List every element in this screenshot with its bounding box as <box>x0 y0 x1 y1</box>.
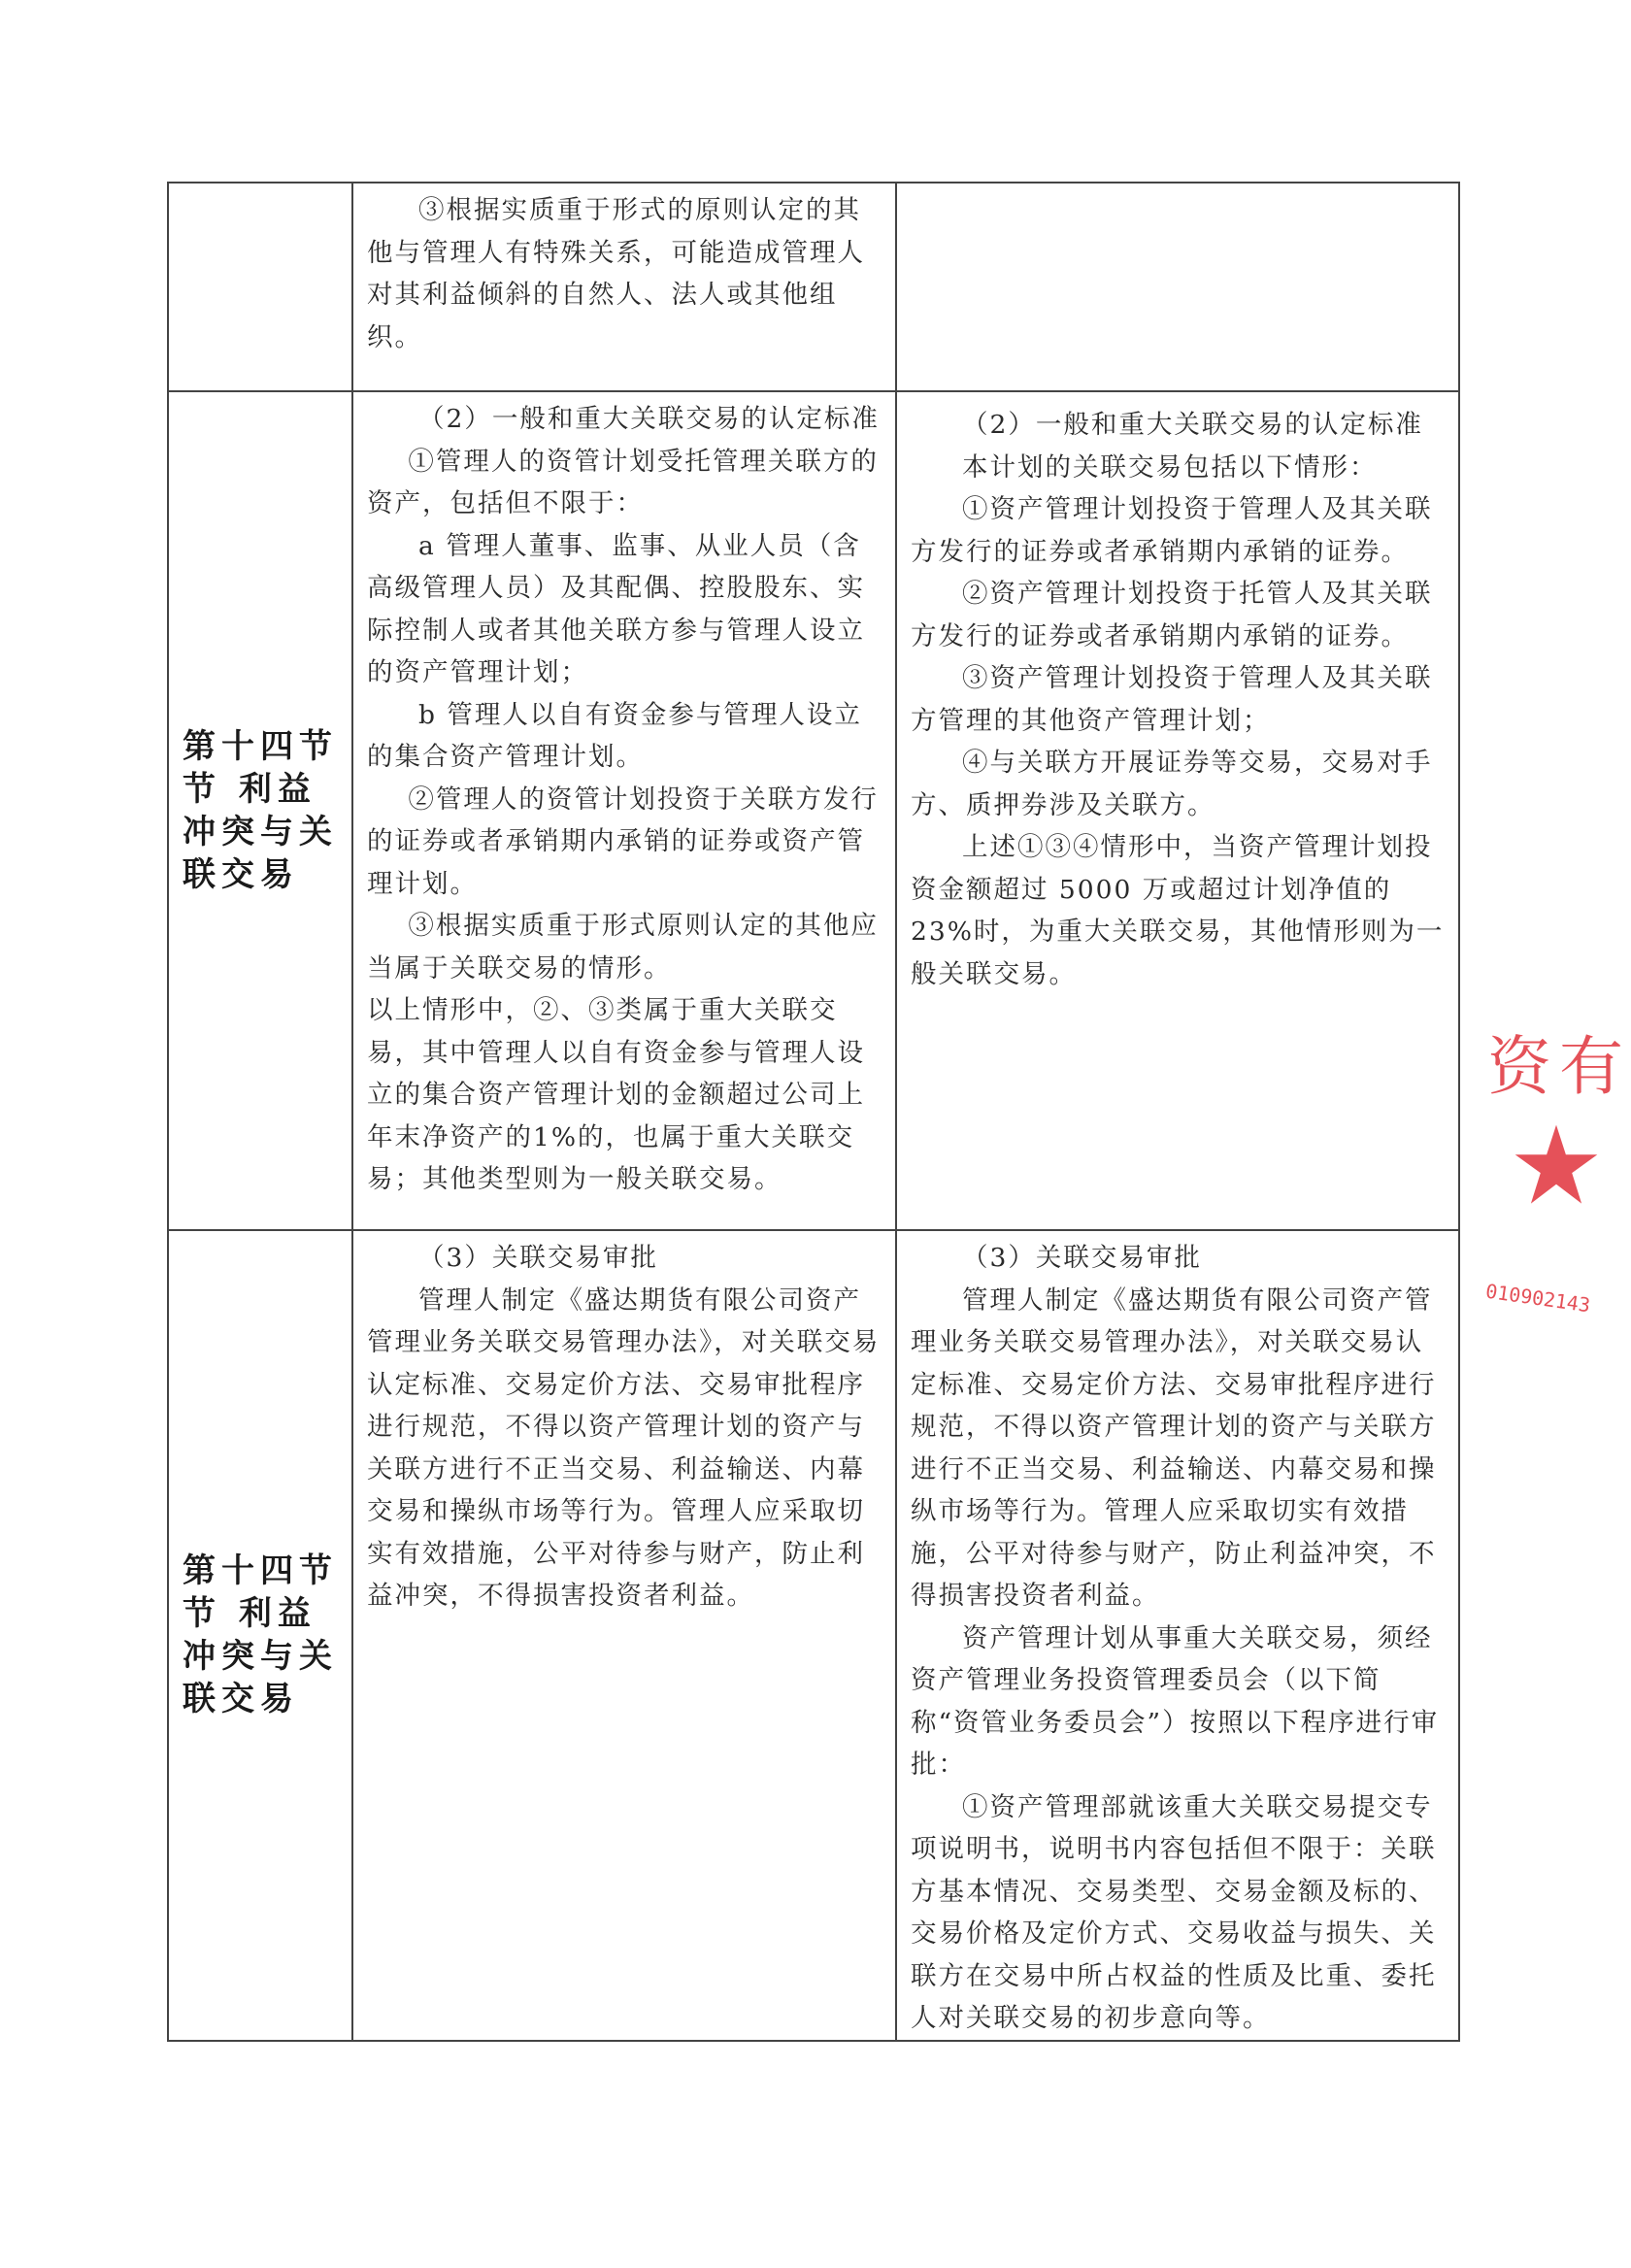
paragraph: ①资产管理计划投资于管理人及其关联方发行的证券或者承销期内承销的证券。 <box>911 494 1433 567</box>
original-text-cell <box>352 1230 896 2041</box>
paragraph: ①管理人的资管计划受托管理关联方的资产，包括但不限于： <box>367 446 879 518</box>
paragraph: 管理人制定《盛达期货有限公司资产管理业务关联交易管理办法》，对关联交易认定标准、交易定价方法、交易审批程序进行规范，不得以资产管理计划的资产与关联方进行不正当交易、利益输送、内幕交易和操纵市场等行为。管理人应采取切实有效措施，公平对待参与财产，防止利益冲突，不得损害投资者利益。 <box>367 1284 881 1611</box>
paragraph: ②资产管理计划投资于托管人及其关联方发行的证券或者承销期内承销的证券。 <box>911 579 1433 651</box>
paragraph: ①资产管理部就该重大关联交易提交专项说明书，说明书内容包括但不限于：关联方基本情况、交易类型、交易金额及标的、交易价格及定价方式、交易收益与损失、关联方在交易中所占权益的性质及比重、委托人对关联交易的初步意向等。 <box>911 1791 1437 2033</box>
table-row <box>168 391 1459 1230</box>
seal-number: 010902143 <box>1483 1279 1592 1317</box>
original-text-cell <box>352 391 896 1230</box>
table-row <box>168 183 1459 391</box>
table-row <box>168 1230 1459 2041</box>
star-icon <box>1513 1121 1600 1209</box>
paragraph: b 管理人以自有资金参与管理人设立的集合资产管理计划。 <box>367 699 862 772</box>
seal-text: 资有 <box>1487 1029 1631 1104</box>
paragraph: （2）一般和重大关联交易的认定标准 <box>962 410 1423 440</box>
section-cell <box>168 1230 352 2041</box>
paragraph: ④与关联方开展证券等交易，交易对手方、质押券涉及关联方。 <box>911 748 1433 820</box>
section-cell <box>168 183 352 391</box>
paragraph: （2）一般和重大关联交易的认定标准 <box>418 404 880 434</box>
revised-text-cell <box>896 391 1459 1230</box>
paragraph: （3）关联交易审批 <box>418 1243 658 1273</box>
paragraph: 资产管理计划从事重大关联交易，须经资产管理业务投资管理委员会（以下简称“资管业务委员会”）按照以下程序进行审批： <box>911 1622 1440 1780</box>
company-seal <box>1474 995 1631 1325</box>
paragraph: ③根据实质重于形式原则认定的其他应当属于关联交易的情形。 <box>367 911 879 984</box>
section-cell <box>168 391 352 1230</box>
section-title: 第十四节 节 利益冲突与关联交易 <box>183 727 338 894</box>
section-title: 第十四节 节 利益冲突与关联交易 <box>183 1551 338 1719</box>
paragraph: ③根据实质重于形式的原则认定的其他与管理人有特殊关系，可能造成管理人对其利益倾斜的自然人、法人或其他组织。 <box>367 195 865 352</box>
paragraph: ③资产管理计划投资于管理人及其关联方管理的其他资产管理计划； <box>911 663 1433 736</box>
paragraph: ②管理人的资管计划投资于关联方发行的证券或者承销期内承销的证券或资产管理计划。 <box>367 784 879 899</box>
paragraph: （3）关联交易审批 <box>962 1243 1202 1273</box>
comparison-table <box>167 182 1460 2042</box>
paragraph: 本计划的关联交易包括以下情形： <box>962 451 1378 483</box>
paragraph: a 管理人董事、监事、从业人员（含高级管理人员）及其配偶、控股股东、实际控制人或者其他关联方参与管理人设立的资产管理计划； <box>367 530 865 687</box>
paragraph: 上述①③④情形中，当资产管理计划投资金额超过 5000 万或超过计划净值的23%时，为重大关联交易，其他情形则为一般关联交易。 <box>911 832 1445 989</box>
paragraph: 以上情形中，②、③类属于重大关联交易，其中管理人以自有资金参与管理人设立的集合资产管理计划的金额超过公司上年末净资产的1%的，也属于重大关联交易；其他类型则为一般关联交易。 <box>367 995 865 1194</box>
revised-text-cell <box>896 1230 1459 2041</box>
revised-text-cell <box>896 183 1459 391</box>
paragraph: 管理人制定《盛达期货有限公司资产管理业务关联交易管理办法》，对关联交易认定标准、交易定价方法、交易审批程序进行规范，不得以资产管理计划的资产与关联方进行不正当交易、利益输送、内幕交易和操纵市场等行为。管理人应采取切实有效措施，公平对待参与财产，防止利益冲突，不得损害投资者利益。 <box>911 1284 1437 1611</box>
original-text-cell <box>352 183 896 391</box>
